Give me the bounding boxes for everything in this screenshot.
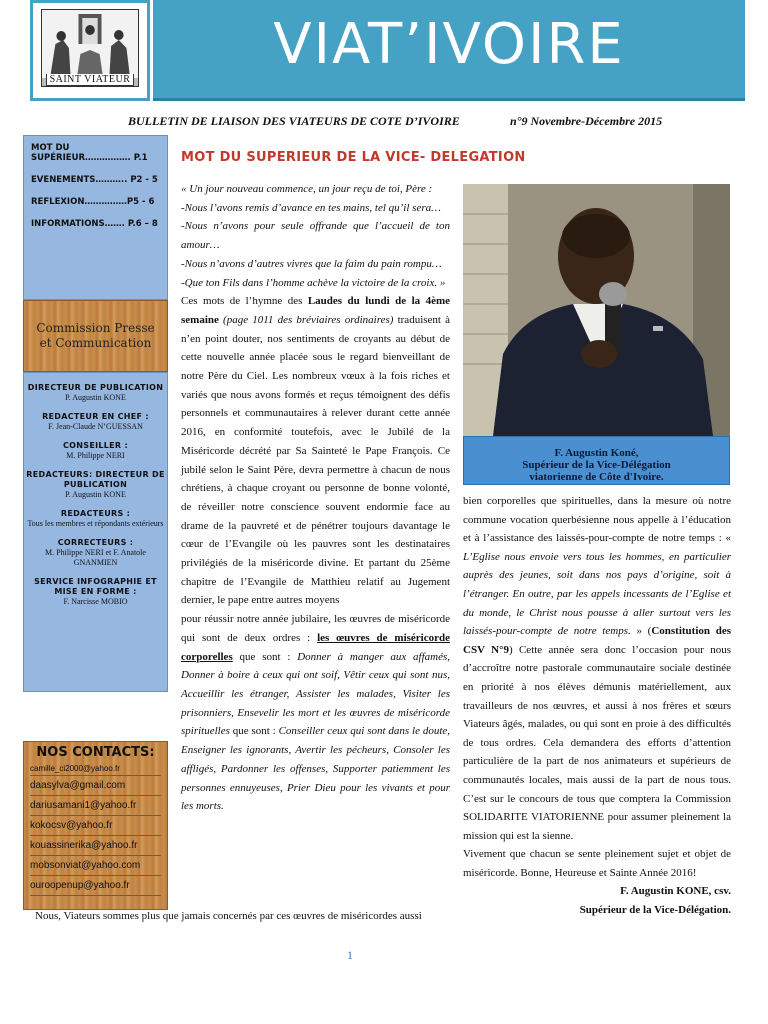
laudes-reference: Laudes du lundi de la 4ème semaine: [181, 295, 450, 326]
toc-item[interactable]: INFORMATIONS……. P.6 – 8: [31, 219, 158, 229]
article-title: MOT DU SUPERIEUR DE LA VICE- DELEGATION: [181, 150, 526, 165]
hymn-line: -Nous n’avons pour seule offrande que l’accueil de ton amour…: [181, 220, 450, 252]
staff-name: M. Philippe NERI: [66, 451, 125, 460]
text-span: ) Cette année sera donc l’occasion pour nous d’accroître notre pastorale communautaire sociale destinée en priorité à nos élèves démunis matériellement, aux travailleurs de nos œuvres, et aussi à nos frères et sœurs Viateurs âgés, malades, ou qui sont en proie à des difficultés de tous ordres. Cela demandera des efforts d’attention particulière de la part de nos animateurs et supérieurs de communautés locales, mais aussi de la part de nous tous. C’est sur le concours de tous que comptera la Commission SOLIDARITE VIATORIENNE pour assumer pleinement la mission qui est la sienne.: [463, 643, 732, 842]
text-span: pour réussir notre année jubilaire, les œuvres de miséricorde qui sont de deux ordres :: [181, 613, 450, 644]
spiritual-works-list: Conseiller ceux qui sont dans le doute, Enseigner les ignorants, Avertir les pécheurs, Consoler les affligés, Pardonner les offenses, Supporter patiemment les personnes ennuyeuses, Prier Dieu pour les vivants et pour les morts.: [181, 725, 451, 813]
caption-line: viatorienne de Côte d'Ivoire.: [529, 471, 664, 483]
article-paragraph-4: Vivement que chacun se sente pleinement sujet et objet de miséricorde. Bonne, Heureuse et Sainte Année 2016!: [463, 848, 731, 879]
staff-name: Tous les membres et répondants extérieurs: [27, 519, 164, 528]
text-span: que sont :: [232, 650, 298, 663]
logo-caption: SAINT VIATEUR: [46, 74, 134, 86]
toc-item[interactable]: REFLEXION……………P5 - 6: [31, 197, 155, 207]
contacts-title: NOS CONTACTS:: [36, 745, 155, 760]
editorial-staff: [23, 372, 168, 692]
contact-email[interactable]: camille_ci2000@yahoo.fr: [30, 762, 161, 776]
contact-email[interactable]: dariusamani1@yahoo.fr: [30, 796, 161, 816]
text-span: Ces mots de l’hymne des: [181, 295, 308, 308]
logo: [30, 0, 150, 101]
commission-line-1: Commission Presse: [36, 321, 155, 335]
church-quote: L’Eglise nous envoie vers tous les hommes, en particulier auprès des jeunes, soit dans nos pays d’origine, soit à l’étranger. En outre, par les appels incessants de l’Eglise et du monde, le Christ nous pousse à aller surtout vers les laissés-pour-compte de notre temps.: [463, 550, 731, 638]
article-paragraph-1: [181, 292, 450, 610]
staff-role: REDACTEURS :: [60, 509, 131, 518]
staff-role: CORRECTEURS :: [57, 538, 134, 547]
staff-name: M. Philippe NERI et F. Anatole GNANMIEN: [45, 548, 146, 567]
commission-label: [36, 321, 154, 351]
signature-name: F. Augustin KONE, csv.: [620, 885, 731, 898]
constitution-reference: Constitution des CSV N°9: [463, 625, 731, 656]
superior-photo: [463, 184, 730, 436]
photo-caption: [463, 436, 730, 485]
page-number: 1: [347, 948, 353, 962]
staff-role: DIRECTEUR DE PUBLICATION: [27, 383, 164, 392]
masthead-banner: [153, 0, 745, 101]
caption-line: F. Augustin Koné,: [554, 447, 639, 459]
staff-name: F. Narcisse MOBIO: [63, 597, 128, 606]
text-span: » (: [630, 625, 652, 638]
issue-number: n°9 Novembre-Décembre 2015: [510, 114, 663, 128]
breviary-reference: (page 1011 des bréviaires ordinaires): [223, 313, 394, 326]
staff-name: P. Augustin KONE: [65, 490, 126, 499]
staff-role: SERVICE INFOGRAPHIE ET MISE EN FORME :: [34, 577, 157, 596]
contacts-box: [23, 741, 168, 910]
contact-email[interactable]: kokocsv@yahoo.fr: [30, 816, 161, 836]
toc-item[interactable]: EVENEMENTS……….. P2 - 5: [31, 175, 158, 185]
commission-line-2: et Communication: [39, 336, 152, 350]
text-span: que sont :: [229, 725, 279, 738]
contact-email[interactable]: mobsonviat@yahoo.com: [30, 856, 161, 876]
toc-item[interactable]: MOT DU SUPÉRIEUR……………. P.1: [31, 143, 148, 163]
corporal-works-heading: les œuvres de miséricorde corporelles: [181, 631, 450, 663]
commission-box: [23, 300, 168, 372]
hymn-line: -Nous n’avons d’autres vivres que la faim du pain rompu…: [181, 257, 442, 270]
masthead-title: VIAT’IVOIRE: [273, 12, 625, 77]
bulletin-subtitle: BULLETIN DE LIAISON DES VIATEURS DE COTE D’IVOIRE: [128, 114, 460, 128]
text-span: traduisent à n’en point douter, nos sentiments de croyants au début de cette nouvelle année placée sous le regard bienveillant de notre Père du Ciel. Les nombreux vœux à la fois riches et variés que nous avons formés et reçus témoignent des défis personnels et communautaires à relever durant cette année 2016, en conformité toutefois, avec le Jubilé de la Miséricorde décrété par Sa Sainteté le Pape François. Ce jubilé selon le Saint Père, devra permettre à chacun de nous chrétiens, à chaque croyant ou personne de bonne volonté, de réveiller notre conscience souvent endormie face au drame de la pauvreté et de pénétrer toujours davantage le cœur de l’Evangile où les pauvres sont les destinataires privilégiés de la miséricorde divine. Et partant du 25ème chapitre de l’Evangile de Matthieu relatif au Jugement dernier, le pape entre autres moyens: [181, 313, 451, 607]
staff-role: CONSEILLER :: [63, 441, 128, 450]
contact-email[interactable]: ouroopenup@yahoo.fr: [30, 876, 161, 896]
article-paragraph-3: [463, 492, 731, 845]
article-left-column: [181, 180, 450, 816]
article-continuation: Nous, Viateurs sommes plus que jamais concernés par ces œuvres de miséricordes aussi: [35, 910, 422, 922]
contact-email[interactable]: daasylva@gmail.com: [30, 776, 161, 796]
hymn-line: -Nous l’avons remis d’avance en tes mains, tel qu’il sera…: [181, 201, 441, 214]
hymn-line: -Que ton Fils dans l’homme achève la victoire de la croix. »: [181, 276, 446, 289]
contact-email[interactable]: kouassinerika@yahoo.fr: [30, 836, 161, 856]
article-right-column: [463, 492, 731, 920]
staff-name: P. Augustin KONE: [65, 393, 126, 402]
caption-line: Supérieur de la Vice-Délégation: [522, 459, 671, 471]
text-span: bien corporelles que spirituelles, dans la mesure où notre commune vocation querbésienne nous appelle à l’éducation et à l’assistance des laissés-pour-compte de notre temps : «: [463, 495, 731, 545]
staff-name: F. Jean-Claude N’GUESSAN: [48, 422, 143, 431]
corporal-works-list: Donner à manger aux affamés, Donner à boire à ceux qui ont soif, Vêtir ceux qui sont nus, Accueillir les étranger, Assister les malades, Visiter les prisonniers, Ensevelir les mort et les œuvres de miséricorde spirituelles: [181, 650, 450, 738]
hymn-line: « Un jour nouveau commence, un jour reçu de toi, Père :: [181, 183, 433, 195]
staff-role: REDACTEURS: DIRECTEUR DE PUBLICATION: [26, 470, 165, 489]
table-of-contents: [23, 135, 168, 300]
staff-role: REDACTEUR EN CHEF :: [42, 412, 149, 421]
article-paragraph-2: [181, 610, 450, 816]
signature-title: Supérieur de la Vice-Délégation.: [579, 904, 731, 917]
